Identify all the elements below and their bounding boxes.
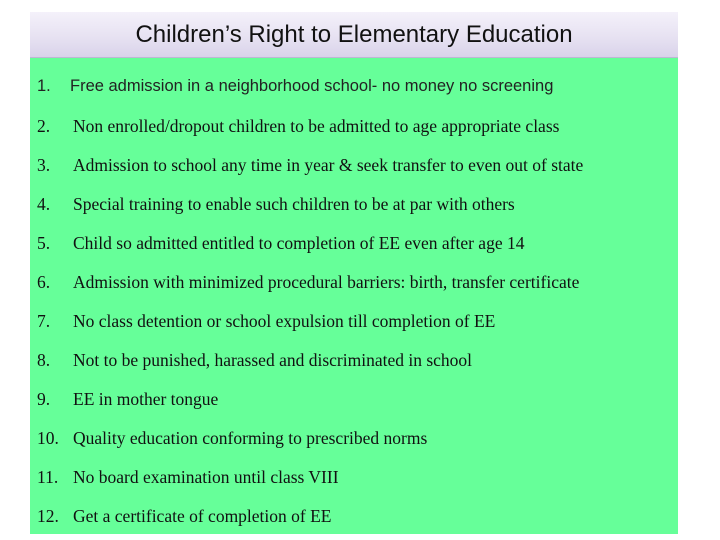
list-item — [30, 111, 678, 141]
item-number: 10. — [37, 427, 59, 448]
slide-title: Children’s Right to Elementary Education — [135, 20, 573, 48]
item-number: 8. — [37, 349, 51, 370]
item-number: 4. — [37, 193, 51, 214]
item-number: 11. — [37, 466, 59, 487]
item-number: 6. — [37, 271, 51, 292]
item-text: Quality education conforming to prescribed norms — [73, 427, 428, 448]
item-number: 7. — [37, 310, 51, 331]
item-text: Not to be punished, harassed and discriminated in school — [73, 349, 473, 370]
title-bar — [30, 12, 678, 58]
list-item — [30, 267, 678, 297]
item-number: 3. — [37, 154, 51, 175]
item-text: No board examination until class VIII — [73, 466, 339, 487]
content-box — [30, 58, 678, 534]
item-number: 2. — [37, 115, 51, 136]
item-text: Admission with minimized procedural barriers: birth, transfer certificate — [73, 271, 580, 292]
item-text: Non enrolled/dropout children to be admitted to age appropriate class — [73, 115, 560, 136]
list-item — [30, 462, 678, 492]
list-item — [30, 71, 678, 101]
list-item — [30, 501, 678, 531]
list-item — [30, 384, 678, 414]
item-text: Special training to enable such children to be at par with others — [73, 193, 515, 214]
item-text: Free admission in a neighborhood school- no money no screening — [70, 76, 554, 95]
list-item — [30, 228, 678, 258]
item-number: 12. — [37, 505, 59, 526]
item-number: 1. — [37, 76, 51, 95]
list-item — [30, 306, 678, 336]
item-number: 5. — [37, 232, 51, 253]
list-item — [30, 423, 678, 453]
item-text: Child so admitted entitled to completion of EE even after age 14 — [73, 232, 525, 253]
list-item — [30, 345, 678, 375]
item-text: Get a certificate of completion of EE — [73, 505, 332, 526]
item-number: 9. — [37, 388, 51, 409]
list-item — [30, 150, 678, 180]
item-text: Admission to school any time in year & seek transfer to even out of state — [73, 154, 584, 175]
item-text: EE in mother tongue — [73, 388, 219, 409]
item-text: No class detention or school expulsion till completion of EE — [73, 310, 496, 331]
list-item — [30, 189, 678, 219]
